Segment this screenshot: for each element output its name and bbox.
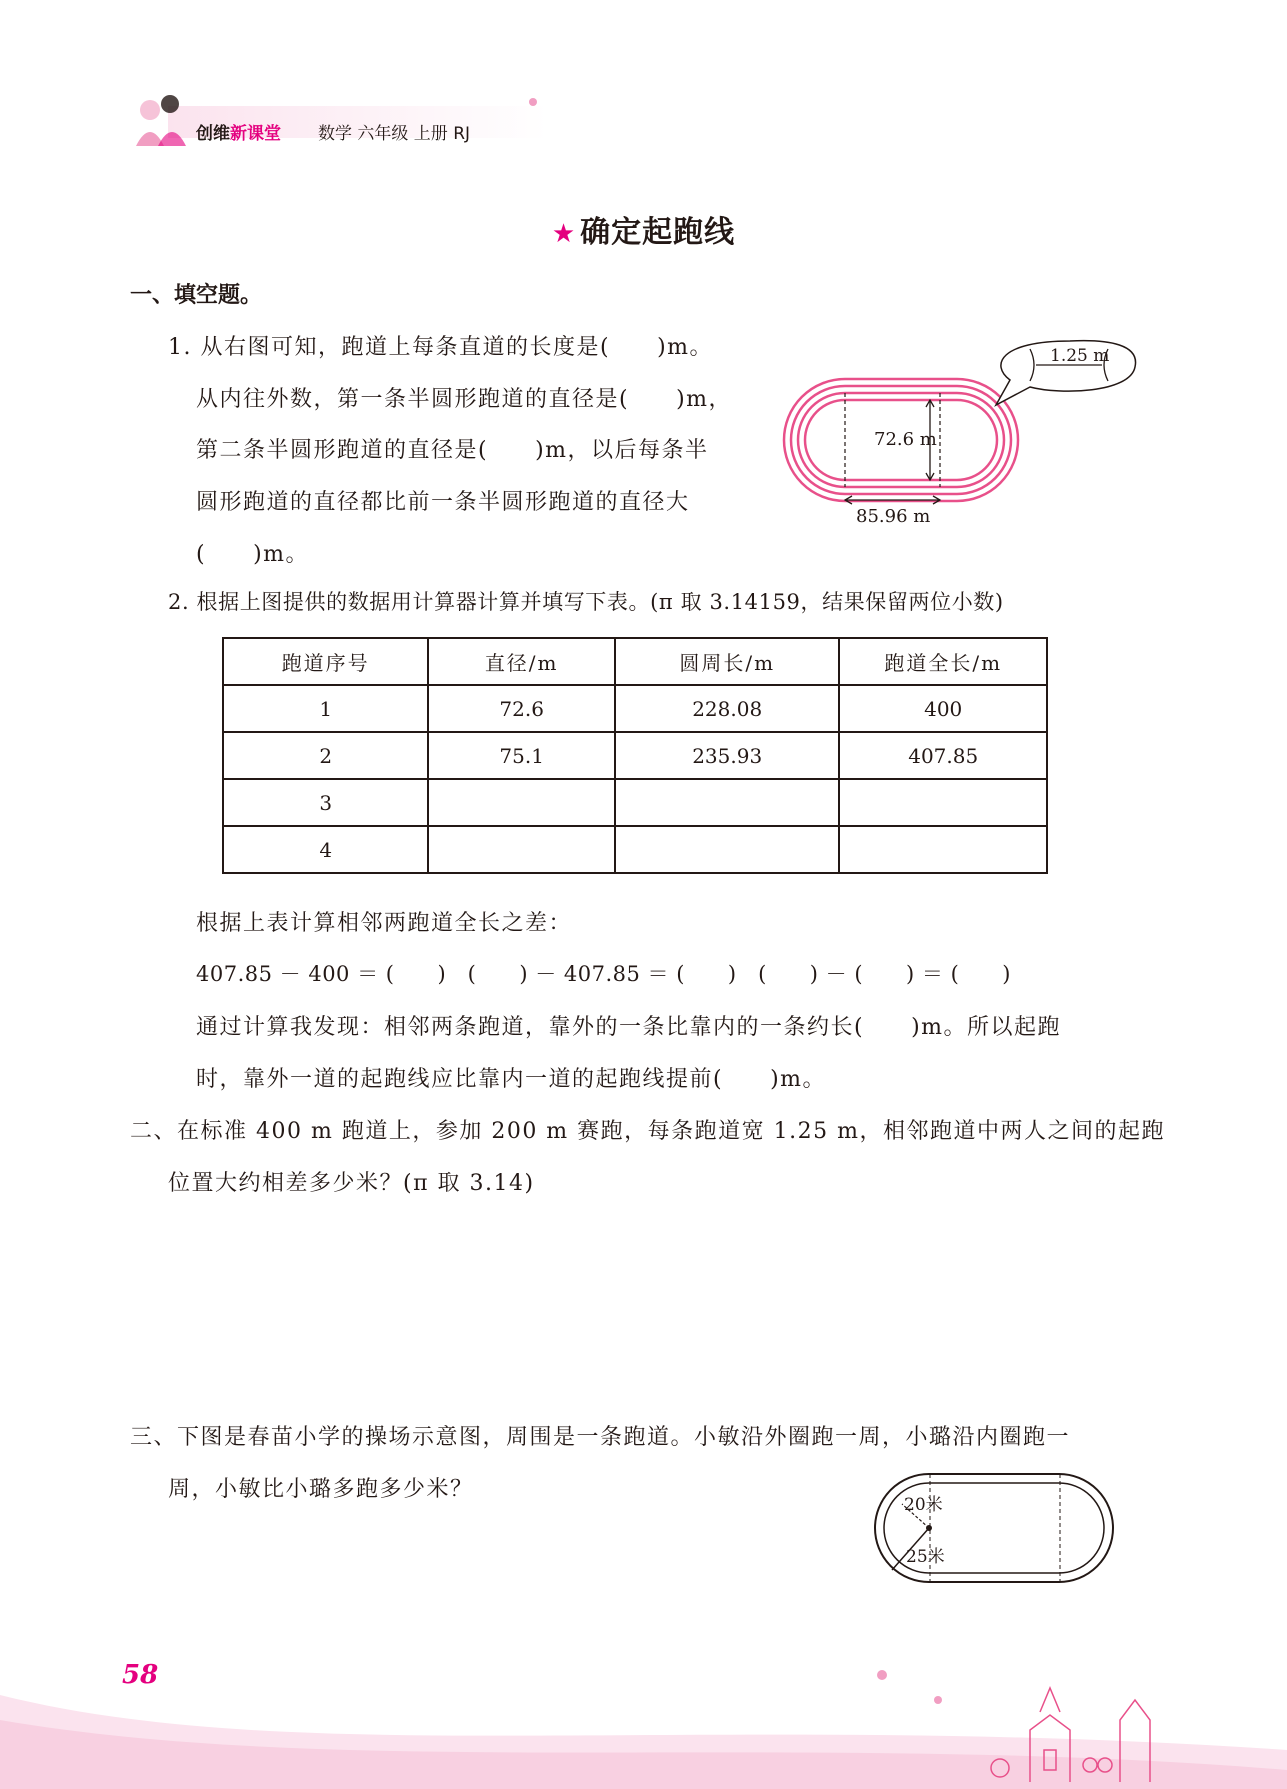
q2-text: 2. 根据上图提供的数据用计算器计算并填写下表。(π 取 3.14159，结果保留两位小数) <box>168 590 1004 614</box>
table-cell: 400 <box>839 685 1047 732</box>
q1-line-1: 1. 从右图可知，跑道上每条直道的长度是( )m。 <box>168 335 714 360</box>
table-cell-blank <box>839 826 1047 873</box>
section-2-line-1: 二、在标准 400 m 跑道上，参加 200 m 赛跑，每条跑道宽 1.25 m，相邻跑道中两人之间的起跑 <box>130 1119 1165 1144</box>
table-cell: 1 <box>223 685 428 732</box>
table-cell: 235.93 <box>615 732 839 779</box>
table-row <box>223 779 1047 826</box>
table-cell: 75.1 <box>428 732 615 779</box>
table-cell-blank <box>839 779 1047 826</box>
finding-line-1: 通过计算我发现：相邻两条跑道，靠外的一条比靠内的一条约长( )m。所以起跑 <box>196 1015 1062 1040</box>
flower-icon <box>877 1670 942 1704</box>
footer-wave-decoration <box>0 1600 1287 1789</box>
table-cell: 72.6 <box>428 685 615 732</box>
q1-line-4: 圆形跑道的直径都比前一条半圆形跑道的直径大 <box>196 490 690 515</box>
section-3-line-2: 周，小敏比小璐多跑多少米？ <box>168 1477 474 1502</box>
table-cell-blank <box>615 826 839 873</box>
table-header-cell: 跑道全长/m <box>839 638 1047 685</box>
subject-label: 数学 六年级 上册 RJ <box>318 124 471 144</box>
section-2-line-2: 位置大约相差多少米？(π 取 3.14) <box>168 1171 535 1196</box>
playground-diagram <box>870 1470 1120 1590</box>
track-diagram <box>780 335 1150 535</box>
table-cell: 2 <box>223 732 428 779</box>
q1-line-3: 第二条半圆形跑道的直径是( )m，以后每条半 <box>196 438 709 463</box>
brand-name <box>196 119 281 144</box>
table-cell-blank <box>428 826 615 873</box>
data-table <box>222 637 1048 874</box>
table-cell-blank <box>428 779 615 826</box>
table-header-cell: 圆周长/m <box>615 638 839 685</box>
finding-line-2: 时，靠外一道的起跑线应比靠内一道的起跑线提前( )m。 <box>196 1067 827 1092</box>
outer-radius-label: 25米 <box>906 1547 945 1567</box>
table-cell-blank <box>615 779 839 826</box>
track-straight-label: 85.96 m <box>856 506 931 527</box>
section-1-heading: 一、填空题。 <box>130 283 263 308</box>
table-header-cell: 跑道序号 <box>223 638 428 685</box>
page-title <box>0 207 1287 251</box>
page-number: 58 <box>122 1660 159 1690</box>
table-header-row <box>223 638 1047 685</box>
q1-line-2: 从内往外数，第一条半圆形跑道的直径是( )m， <box>196 387 733 412</box>
table-header-cell: 直径/m <box>428 638 615 685</box>
table-row <box>223 732 1047 779</box>
table-cell: 4 <box>223 826 428 873</box>
brand-part-a: 创维 <box>196 124 230 144</box>
diff-intro: 根据上表计算相邻两跑道全长之差： <box>196 911 573 936</box>
q1-line-5: ( )m。 <box>196 542 310 567</box>
lane-width-label: 1.25 m <box>1050 346 1110 366</box>
star-icon: ★ <box>551 219 577 249</box>
diff-equation: 407.85 － 400 ＝ ( ) ( ) － 407.85 ＝ ( ) ( ) － ( ) ＝ ( ) <box>196 962 1011 986</box>
table-row <box>223 685 1047 732</box>
brand-part-b: 新课堂 <box>230 124 281 144</box>
table-row <box>223 826 1047 873</box>
track-diameter-label: 72.6 m <box>874 429 937 450</box>
table-cell: 228.08 <box>615 685 839 732</box>
inner-radius-label: 20米 <box>904 1495 943 1515</box>
page-title-text: 确定起跑线 <box>580 215 736 250</box>
table-cell: 407.85 <box>839 732 1047 779</box>
table-cell: 3 <box>223 779 428 826</box>
section-3-line-1: 三、下图是春苗小学的操场示意图，周围是一条跑道。小敏沿外圈跑一周，小璐沿内圈跑一 <box>130 1425 1071 1450</box>
